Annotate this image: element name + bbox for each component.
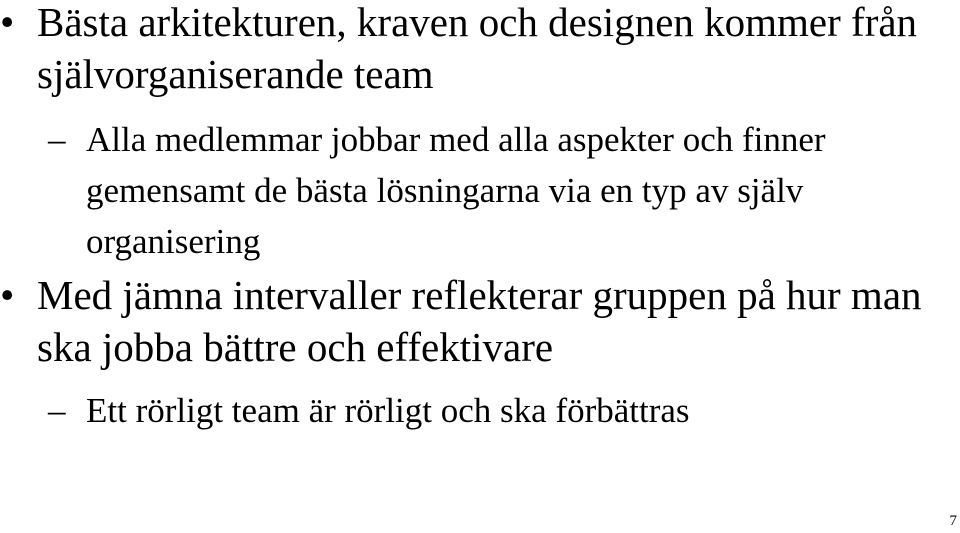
bullet-text: Med jämna intervaller reflekterar gruppen på hur man ska jobba bättre och effektivare: [37, 272, 922, 370]
dash-icon: –: [48, 391, 66, 430]
bullet-icon: •: [0, 272, 15, 318]
sub-bullet-item: [0, 385, 960, 436]
sub-bullet-text: Ett rörligt team är rörligt och ska förbättras: [86, 391, 690, 430]
sub-bullet-item: [0, 114, 960, 267]
bullet-icon: •: [0, 0, 15, 45]
slide-number: 7: [949, 513, 957, 529]
dash-icon: –: [48, 120, 66, 159]
bullet-item: [0, 269, 960, 373]
bullet-item: [0, 0, 960, 100]
sub-bullet-text: Alla medlemmar jobbar med alla aspekter och finner gemensamt de bästa lösningarna via en typ av själv organisering: [86, 120, 826, 261]
bullet-text: Bästa arkitekturen, kraven och designen kommer från självorganiserande team: [37, 0, 918, 97]
